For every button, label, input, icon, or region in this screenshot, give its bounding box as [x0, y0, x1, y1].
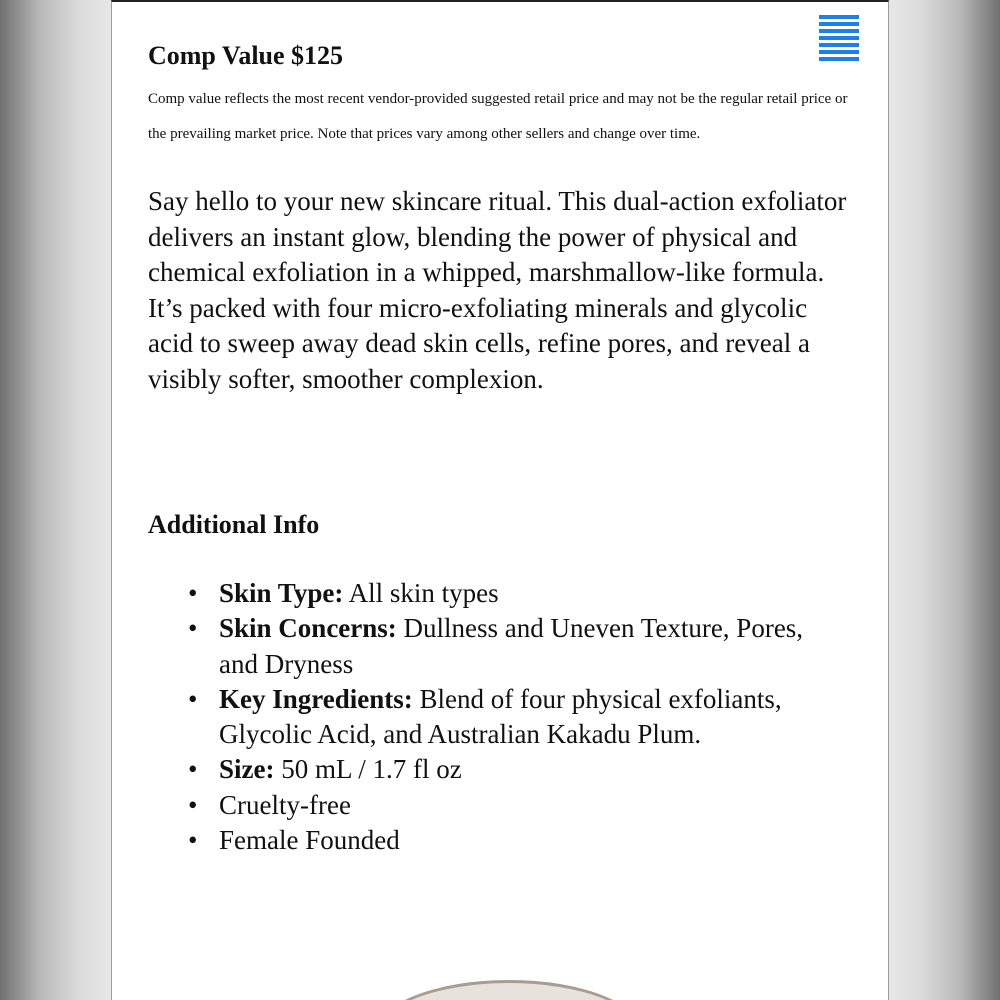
info-value: Female Founded — [219, 825, 400, 856]
product-description: Say hello to your new skincare ritual. This dual-action exfoliator delivers an instant glow, blending the power of physical and chemical exfoliation in a whipped, marshmallow-like formula. It’s packed with four micro-exfoliating minerals and glycolic acid to sweep away dead skin cells, refine pores, and reveal a visibly softer, smoother complexion. — [148, 186, 847, 394]
comp-value-disclaimer: Comp value reflects the most recent vendor-provided suggested retail price and may not be the regular retail price or the prevailing market price. Note that prices vary among other sellers and change over time. — [148, 91, 848, 142]
menu-bar — [819, 22, 859, 26]
info-item-skin-concerns — [148, 611, 848, 682]
info-value: 50 mL / 1.7 fl oz — [274, 754, 462, 785]
bullet-icon: • — [188, 754, 198, 785]
info-value: Cruelty-free — [219, 789, 351, 820]
comp-value-title: Comp Value $125 — [148, 41, 344, 70]
info-item-female-founded — [148, 823, 848, 858]
menu-bar — [819, 36, 859, 40]
info-label: Skin Concerns: — [219, 613, 397, 644]
info-value: Blend of four physical exfoliants, Glycolic Acid, and Australian Kakadu Plum. — [219, 683, 782, 750]
hamburger-menu-icon[interactable] — [819, 15, 859, 65]
menu-bar — [819, 15, 859, 19]
info-item-skin-type — [148, 576, 848, 611]
product-detail-page — [111, 0, 889, 1000]
bullet-icon: • — [188, 683, 198, 714]
additional-info-title: Additional Info — [148, 510, 320, 539]
info-label: Key Ingredients: — [219, 683, 413, 714]
menu-bar — [819, 43, 859, 47]
info-item-key-ingredients — [148, 682, 848, 753]
info-item-size — [148, 752, 848, 787]
bullet-icon: • — [188, 578, 198, 608]
bullet-icon: • — [188, 789, 198, 820]
additional-info-list — [148, 576, 848, 858]
bullet-icon: • — [188, 613, 198, 644]
product-image — [374, 980, 644, 1000]
info-label: Skin Type: — [219, 578, 344, 608]
menu-bar — [819, 29, 859, 33]
info-value: All skin types — [343, 578, 499, 608]
menu-bar — [819, 50, 859, 54]
bullet-icon: • — [188, 825, 198, 856]
info-item-cruelty-free — [148, 788, 848, 823]
info-value: Dullness and Uneven Texture, Pores, and Dryness — [219, 613, 804, 679]
menu-bar — [819, 57, 859, 61]
info-label: Size: — [219, 754, 275, 785]
